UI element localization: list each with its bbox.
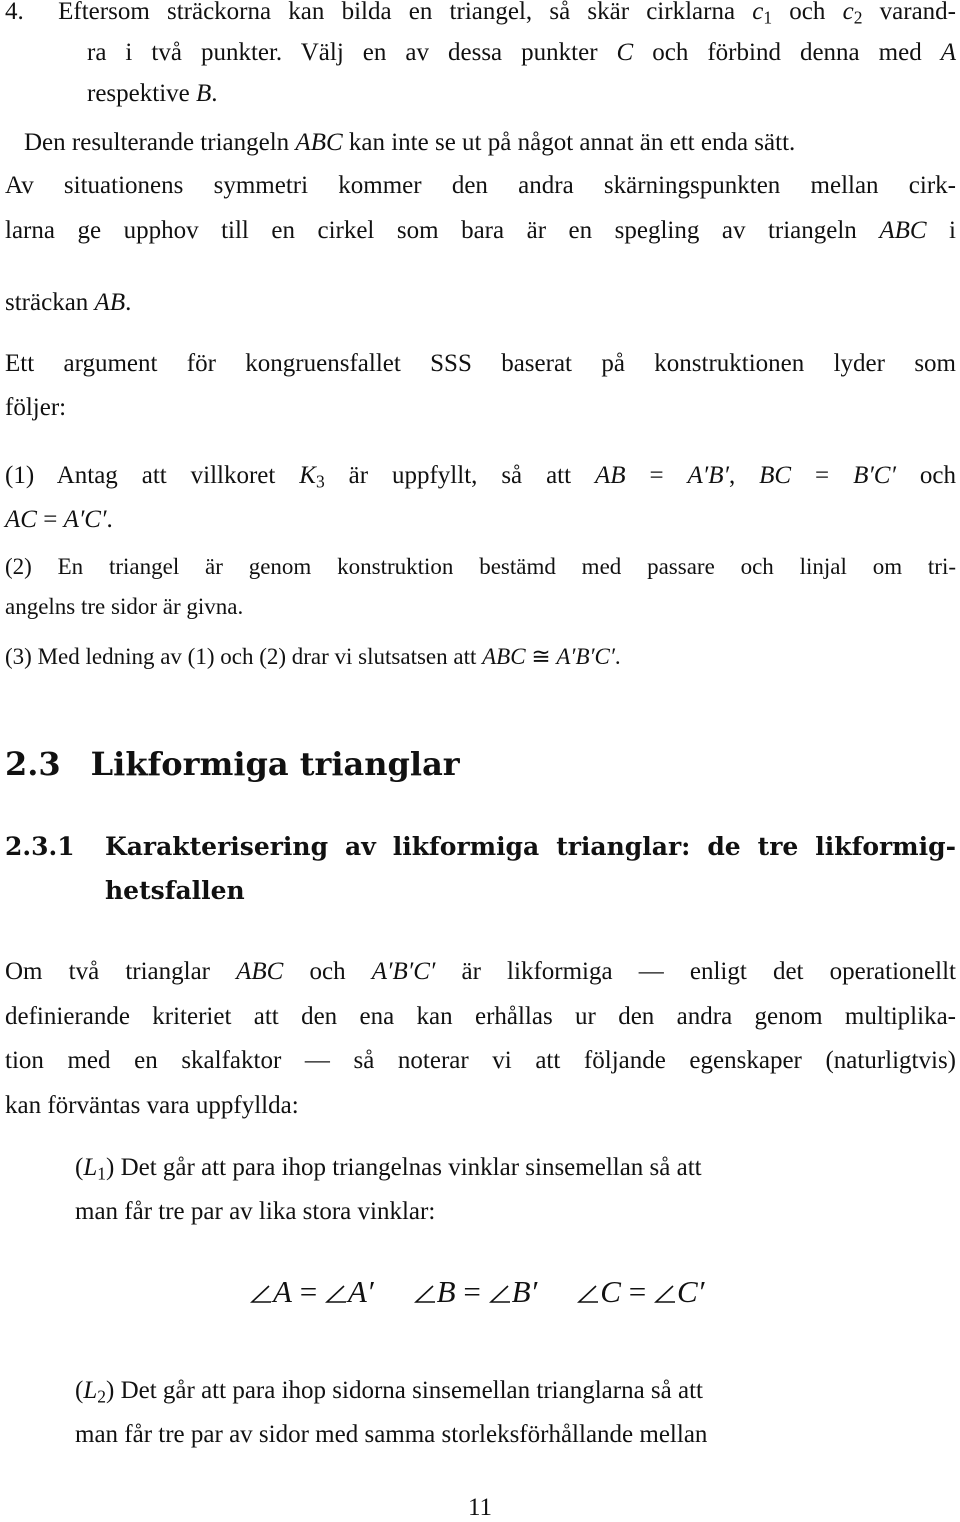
text: och förbind denna med [633,39,941,66]
text: sträckan [5,289,95,316]
label-paren: ( [75,1377,84,1404]
section-number: 2.3 [5,745,61,783]
text: varand- [862,0,957,25]
math-K: K [299,462,316,489]
para-symmetry-line-3 [5,288,956,318]
text: och [283,958,372,985]
label-paren: ( [75,1154,84,1181]
math-B: B [195,80,212,107]
math-ABC: ABC [295,129,343,156]
subsection-heading-line-1 [5,832,956,862]
text: Den resulterande triangeln [24,129,296,156]
subscript: 3 [315,471,325,492]
text: . [614,644,621,669]
math-BC: BC [759,462,792,489]
text: larna ge upphov till en cirkel som bara är en spegling av triangeln [5,217,880,244]
math-B: B [436,1274,456,1309]
subscript: 1 [763,7,773,28]
math-AB: AB [594,462,626,489]
angle-equality-C [577,1274,704,1309]
math-L: L [83,1377,98,1404]
math-A'B'C': A′B′C′ [371,958,436,985]
page-number: 11 [467,1494,493,1521]
math-A: A [273,1274,292,1309]
text: Eftersom sträckorna kan bilda en triangel, så skär cirklarna [58,0,753,25]
equals: = [620,1274,654,1309]
math-AC: AC [5,506,37,533]
text: är likformiga — enligt det operationellt [435,958,956,985]
para-symmetry-line-1 [5,171,956,201]
text: (1) Antag att villkoret [5,462,300,489]
angle-icon [250,1285,271,1304]
step-2-line-1 [5,552,956,582]
text: man får tre par av lika stora vinklar: [75,1198,436,1225]
list-item-4-line-2 [87,38,956,68]
angle-icon [414,1285,435,1304]
text: respektive [87,80,196,107]
congruent-symbol: ≅ [525,644,557,669]
subsection-number: 2.3.1 [5,832,75,861]
para-symmetry-line-2 [5,216,956,246]
text: och [895,462,956,489]
para-similar-line-2 [5,1002,956,1032]
text: kan inte se ut på något annat än ett enda sätt. [342,129,796,156]
angle-icon [577,1285,598,1304]
angle-icon [654,1285,675,1304]
math-C: C [600,1274,621,1309]
property-L2-line-1 [75,1376,956,1411]
angle-icon [489,1285,510,1304]
para-argument-line-2 [5,393,956,423]
para-resulting [24,128,956,158]
section-heading [5,745,460,783]
subsection-title-cont: hetsfallen [105,876,245,905]
text: följer: [5,394,67,421]
property-L1-line-2 [75,1197,956,1227]
angle-equality-A [250,1274,374,1309]
math-B': B′ [511,1274,538,1309]
text: Ett argument för kongruensfallet SSS baserat på konstruktionen lyder som [5,350,956,377]
text: Av situationens symmetri kommer den andra skärningspunkten mellan cirk- [5,172,956,199]
text: Det går att para ihop sidorna sinsemellan trianglarna så att [120,1377,703,1404]
angle-icon [325,1285,346,1304]
text: (3) Med ledning av (1) och (2) drar vi slutsatsen att [5,644,483,669]
text: kan förväntas vara uppfyllda: [5,1092,299,1119]
subsection-heading-line-2 [105,876,245,906]
step-2-line-2 [5,592,956,622]
text: och [772,0,843,25]
math-A'C': A′C′ [63,506,107,533]
angle-equalities [250,1273,704,1311]
math-C': C′ [676,1274,705,1309]
text: tion med en skalfaktor — så noterar vi att följande egenskaper (naturligtvis) [5,1047,956,1074]
text: . [211,80,218,107]
label-paren: ) [105,1377,115,1404]
math-ABC: ABC [236,958,284,985]
text: = [625,462,688,489]
para-similar-line-4 [5,1091,956,1121]
subscript: 2 [97,1386,106,1407]
text: = [791,462,854,489]
step-3 [5,642,956,672]
section-title: Likformiga trianglar [90,745,460,783]
text: angelns tre sidor är givna. [5,594,244,619]
text: = [36,506,64,533]
text: Det går att para ihop triangelnas vinklar sinsemellan så att [120,1154,702,1181]
para-similar-line-3 [5,1046,956,1076]
label-paren: ) [105,1154,115,1181]
list-number: 4. [5,0,24,25]
text: . [125,289,132,316]
text: man får tre par av sidor med samma storleksförhållande mellan [75,1421,708,1448]
math-c: c [752,0,764,25]
para-argument-line-1 [5,349,956,379]
math-A'B'C': A′B′C′ [556,644,615,669]
property-L1-line-1 [75,1153,956,1188]
math-L: L [83,1154,98,1181]
math-A'B': A′B′ [687,462,729,489]
text: ra i två punkter. Välj en av dessa punkter [87,39,617,66]
text: definierande kriteriet att den ena kan erhållas ur den andra genom multiplika- [5,1003,956,1030]
math-ABC: ABC [879,217,927,244]
math-c: c [842,0,854,25]
step-1-line-2 [5,505,956,535]
text: Om två trianglar [5,958,237,985]
subscript: 2 [853,7,863,28]
text: . [106,506,113,533]
property-L2-line-2 [75,1420,956,1450]
text: , [728,462,760,489]
math-C: C [616,39,634,66]
subscript: 1 [97,1163,106,1184]
equals: = [291,1274,325,1309]
step-1-line-1 [5,461,956,496]
text: är uppfyllt, så att [324,462,595,489]
equals: = [455,1274,489,1309]
math-A: A [940,39,956,66]
text: i [926,217,956,244]
angle-equality-B [414,1274,538,1309]
math-ABC: ABC [482,644,526,669]
subsection-title: Karakterisering av likformiga trianglar: de tre likformig- [105,832,956,861]
math-AB: AB [94,289,126,316]
math-B'C': B′C′ [853,462,896,489]
list-item-4-line-1 [5,0,956,32]
list-item-4-line-3 [87,79,956,109]
text: (2) En triangel är genom konstruktion bestämd med passare och linjal om tri- [5,554,956,579]
math-A': A′ [347,1274,374,1309]
para-similar-line-1 [5,957,956,987]
